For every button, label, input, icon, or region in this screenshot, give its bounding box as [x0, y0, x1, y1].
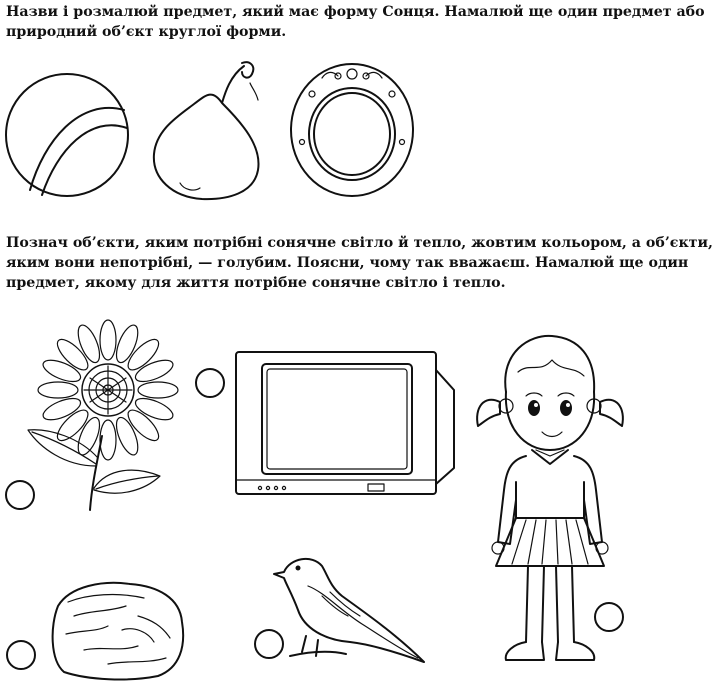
tv-drawing: [232, 350, 460, 500]
task-1-line-1: Назви і розмалюй предмет, який має форму Сонця. Намалюй ще один предмет або: [6, 4, 705, 20]
ball-drawing: [2, 70, 132, 200]
sunflower-drawing: [20, 318, 190, 513]
task-2-line-2: яким вони непотрібні, — голубим. Поясни, чому так вважаєш. Намалюй ще один: [6, 255, 689, 271]
task-2-text: [6, 233, 713, 293]
pear-drawing: [150, 58, 265, 203]
task-1-text: [6, 2, 705, 42]
stone-drawing: [48, 576, 192, 686]
plate-drawing: [288, 60, 416, 200]
bird-drawing: [268, 552, 428, 670]
answer-circle-sunflower[interactable]: [195, 368, 225, 398]
task-1-line-2: природний об’єкт круглої форми.: [6, 24, 287, 40]
answer-circle-sunflower-bottom[interactable]: [5, 480, 35, 510]
answer-circle-girl[interactable]: [594, 602, 624, 632]
answer-circle-bird[interactable]: [254, 629, 284, 659]
answer-circle-stone[interactable]: [6, 640, 36, 670]
girl-drawing: [470, 332, 630, 692]
task-2-line-1: Познач об’єкти, яким потрібні сонячне світло й тепло, жовтим кольором, а об’єкти,: [6, 235, 713, 251]
task-2-line-3: предмет, якому для життя потрібне сонячне світло і тепло.: [6, 275, 506, 291]
